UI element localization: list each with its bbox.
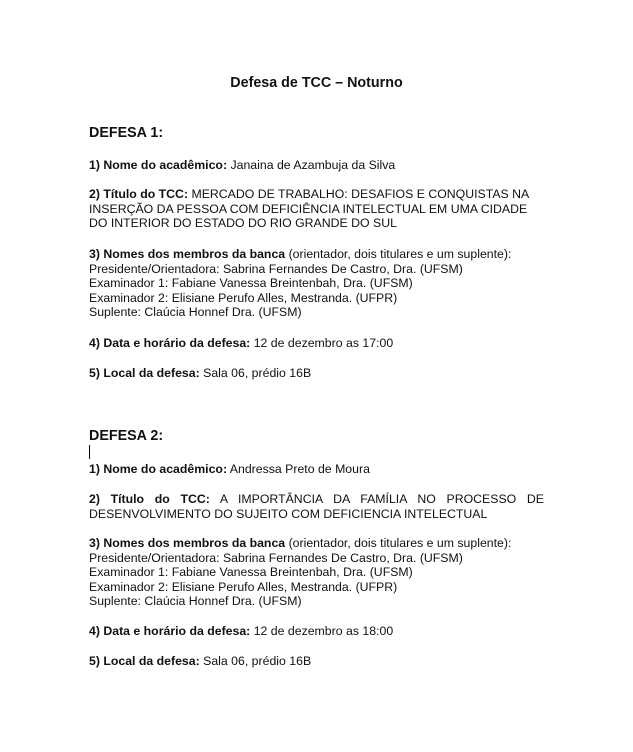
defense-1-date xyxy=(89,336,544,351)
board-label: 3) Nomes dos membros da banca xyxy=(89,536,286,550)
board-member-president: Presidente/Orientadora: Sabrina Fernandes De Castro, Dra. (UFSM) xyxy=(89,261,463,276)
place-label: 5) Local da defesa: xyxy=(89,654,200,668)
date-label: 4) Data e horário da defesa: xyxy=(89,624,251,638)
board-label: 3) Nomes dos membros da banca xyxy=(89,247,286,261)
thesis-value: MERCADO DE TRABALHO: DESAFIOS E CONQUISTAS NA INSERÇÃO DA PESSOA COM DEFICIÊNCIA INTELECTUAL EM UMA CIDADE DO INTERIOR DO ESTADO DO RIO GRANDE DO SUL xyxy=(89,187,529,231)
date-value: 12 de dezembro as 17:00 xyxy=(253,336,394,350)
defense-1-heading-block xyxy=(89,125,544,142)
board-member-examiner-1: Examinador 1: Fabiane Vanessa Breintenbah, Dra. (UFSM) xyxy=(89,276,413,291)
board-member-examiner-1: Examinador 1: Fabiane Vanessa Breintenbah, Dra. (UFSM) xyxy=(89,565,413,580)
date-label: 4) Data e horário da defesa: xyxy=(89,336,251,350)
defense-2-heading-block xyxy=(89,428,544,445)
place-value: Sala 06, prédio 16B xyxy=(203,366,312,380)
defense-2-date xyxy=(89,624,544,639)
thesis-label: 2) Título do TCC: xyxy=(89,492,210,506)
defense-2-student xyxy=(89,462,544,477)
board-member-substitute: Suplente: Claúcia Honnef Dra. (UFSM) xyxy=(89,594,302,609)
defense-2-place xyxy=(89,654,544,669)
date-value: 12 de dezembro as 18:00 xyxy=(253,624,394,638)
defense-1-thesis xyxy=(89,187,544,231)
student-value: Andressa Preto de Moura xyxy=(229,462,370,476)
student-value: Janaina de Azambuja da Silva xyxy=(230,158,396,172)
board-note: (orientador, dois titulares e um suplente): xyxy=(288,536,512,550)
student-label: 1) Nome do acadêmico: xyxy=(89,462,228,476)
defense-2-board xyxy=(89,536,544,609)
thesis-label: 2) Título do TCC: xyxy=(89,187,189,201)
board-note: (orientador, dois titulares e um suplente): xyxy=(288,247,512,261)
defense-1-board xyxy=(89,247,544,320)
board-member-examiner-2: Examinador 2: Elisiane Perufo Alles, Mestranda. (UFPR) xyxy=(89,579,398,594)
student-label: 1) Nome do acadêmico: xyxy=(89,158,228,172)
defense-1-student xyxy=(89,158,544,173)
thesis-value: A IMPORTÂNCIA DA FAMÍLIA NO PROCESSO DE DESENVOLVIMENTO DO SUJEITO COM DEFICIENCIA INTELECTUAL xyxy=(89,492,544,521)
defense-heading: DEFESA 1: xyxy=(89,125,164,141)
board-member-substitute: Suplente: Claúcia Honnef Dra. (UFSM) xyxy=(89,305,302,320)
defense-heading: DEFESA 2: xyxy=(89,428,164,444)
defense-1-place xyxy=(89,366,544,381)
board-member-examiner-2: Examinador 2: Elisiane Perufo Alles, Mestranda. (UFPR) xyxy=(89,290,398,305)
place-value: Sala 06, prédio 16B xyxy=(203,654,312,668)
document-title: Defesa de TCC – Noturno xyxy=(230,75,403,91)
board-member-president: Presidente/Orientadora: Sabrina Fernandes De Castro, Dra. (UFSM) xyxy=(89,550,463,565)
text-cursor xyxy=(89,445,90,459)
defense-2-thesis xyxy=(89,492,544,521)
place-label: 5) Local da defesa: xyxy=(89,366,200,380)
